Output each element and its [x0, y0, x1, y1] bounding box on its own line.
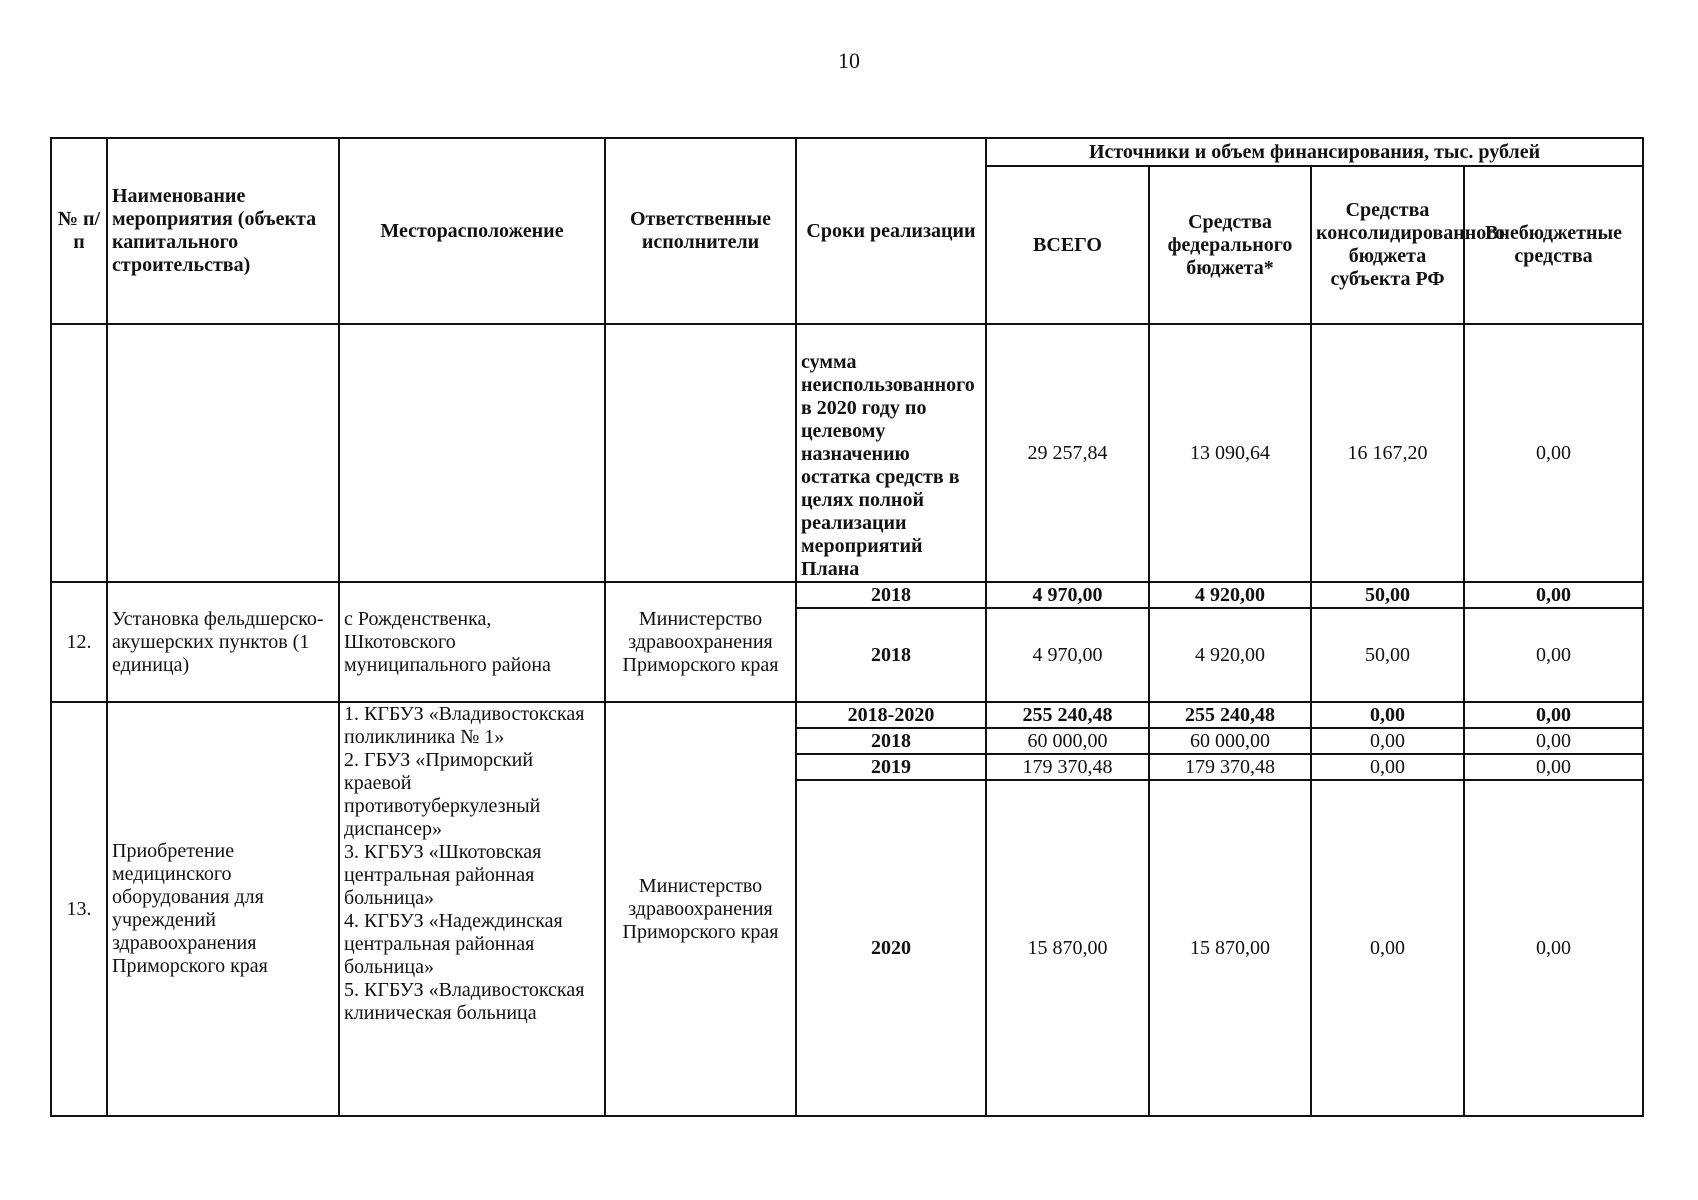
cell-federal: 255 240,48: [1149, 702, 1311, 728]
cell-term: 2018-2020: [796, 702, 986, 728]
cell-term: 2018: [796, 608, 986, 702]
table-row: [51, 582, 1643, 608]
row-number: 12.: [51, 582, 107, 702]
cell-extra: 0,00: [1464, 608, 1643, 702]
cell-total: 255 240,48: [986, 702, 1149, 728]
cell-federal: 13 090,64: [1149, 324, 1311, 582]
cell-federal: 15 870,00: [1149, 780, 1311, 1116]
cell-term: 2018: [796, 582, 986, 608]
cell-regional: 0,00: [1311, 780, 1464, 1116]
cell-regional: 0,00: [1311, 702, 1464, 728]
cell-regional: 0,00: [1311, 754, 1464, 780]
header-regional: Средства консолидированного бюджета субъекта РФ: [1311, 166, 1464, 324]
funding-table: [50, 137, 1644, 1117]
event-location: с Рожденственка, Шкотовского муниципального района: [339, 582, 605, 702]
cell-term: 2020: [796, 780, 986, 1116]
cell-regional: 50,00: [1311, 582, 1464, 608]
header-total: ВСЕГО: [986, 166, 1149, 324]
cell-federal: 4 920,00: [1149, 608, 1311, 702]
cell-total: 15 870,00: [986, 780, 1149, 1116]
header-location: Месторасположение: [339, 138, 605, 324]
cell-total: 29 257,84: [986, 324, 1149, 582]
cell-federal: 179 370,48: [1149, 754, 1311, 780]
event-executor: Министерство здравоохранения Приморского края: [605, 582, 796, 702]
cell-term: 2018: [796, 728, 986, 754]
cell-regional: 50,00: [1311, 608, 1464, 702]
header-executors: Ответственные исполнители: [605, 138, 796, 324]
cell-term: 2019: [796, 754, 986, 780]
header-federal: Средства федерального бюджета*: [1149, 166, 1311, 324]
event-location: [339, 702, 605, 1116]
cell-extra: 0,00: [1464, 754, 1643, 780]
header-terms: Сроки реализации: [796, 138, 986, 324]
table-row: [51, 324, 1643, 582]
location-line: 5. КГБУЗ «Владивостокская клиническая больница: [344, 979, 585, 1024]
row-number: 13.: [51, 702, 107, 1116]
cell-federal: 4 920,00: [1149, 582, 1311, 608]
cell-total: 4 970,00: [986, 582, 1149, 608]
location-line: 3. КГБУЗ «Шкотовская центральная районная больница»: [344, 841, 542, 909]
continuation-description: сумма неиспользованного в 2020 году по целевому назначению остатка средств в целях полной реализации мероприятий Плана: [796, 324, 986, 582]
cell-extra: 0,00: [1464, 728, 1643, 754]
cell-total: 4 970,00: [986, 608, 1149, 702]
cell-regional: 0,00: [1311, 728, 1464, 754]
location-line: 1. КГБУЗ «Владивостокская поликлиника № 1»: [344, 703, 585, 748]
cell-federal: 60 000,00: [1149, 728, 1311, 754]
cell-extra: 0,00: [1464, 780, 1643, 1116]
cell-total: 179 370,48: [986, 754, 1149, 780]
cell-extra: 0,00: [1464, 324, 1643, 582]
header-num: № п/п: [51, 138, 107, 324]
page-number: 10: [838, 48, 860, 73]
location-line: 2. ГБУЗ «Приморский краевой противотуберкулезный диспансер»: [344, 749, 541, 840]
event-name: Установка фельдшерско-акушерских пунктов (1 единица): [107, 582, 339, 702]
event-executor: Министерство здравоохранения Приморского края: [605, 702, 796, 1116]
cell-extra: 0,00: [1464, 702, 1643, 728]
cell-total: 60 000,00: [986, 728, 1149, 754]
header-extra: Внебюджетные средства: [1464, 166, 1643, 324]
event-name: Приобретение медицинского оборудования для учреждений здравоохранения Приморского края: [107, 702, 339, 1116]
location-line: 4. КГБУЗ «Надеждинская центральная районная больница»: [344, 910, 563, 978]
header-sources: Источники и объем финансирования, тыс. рублей: [986, 138, 1643, 166]
header-name: Наименование мероприятия (объекта капитального строительства): [107, 138, 339, 324]
cell-extra: 0,00: [1464, 582, 1643, 608]
table-row: [51, 702, 1643, 728]
cell-regional: 16 167,20: [1311, 324, 1464, 582]
